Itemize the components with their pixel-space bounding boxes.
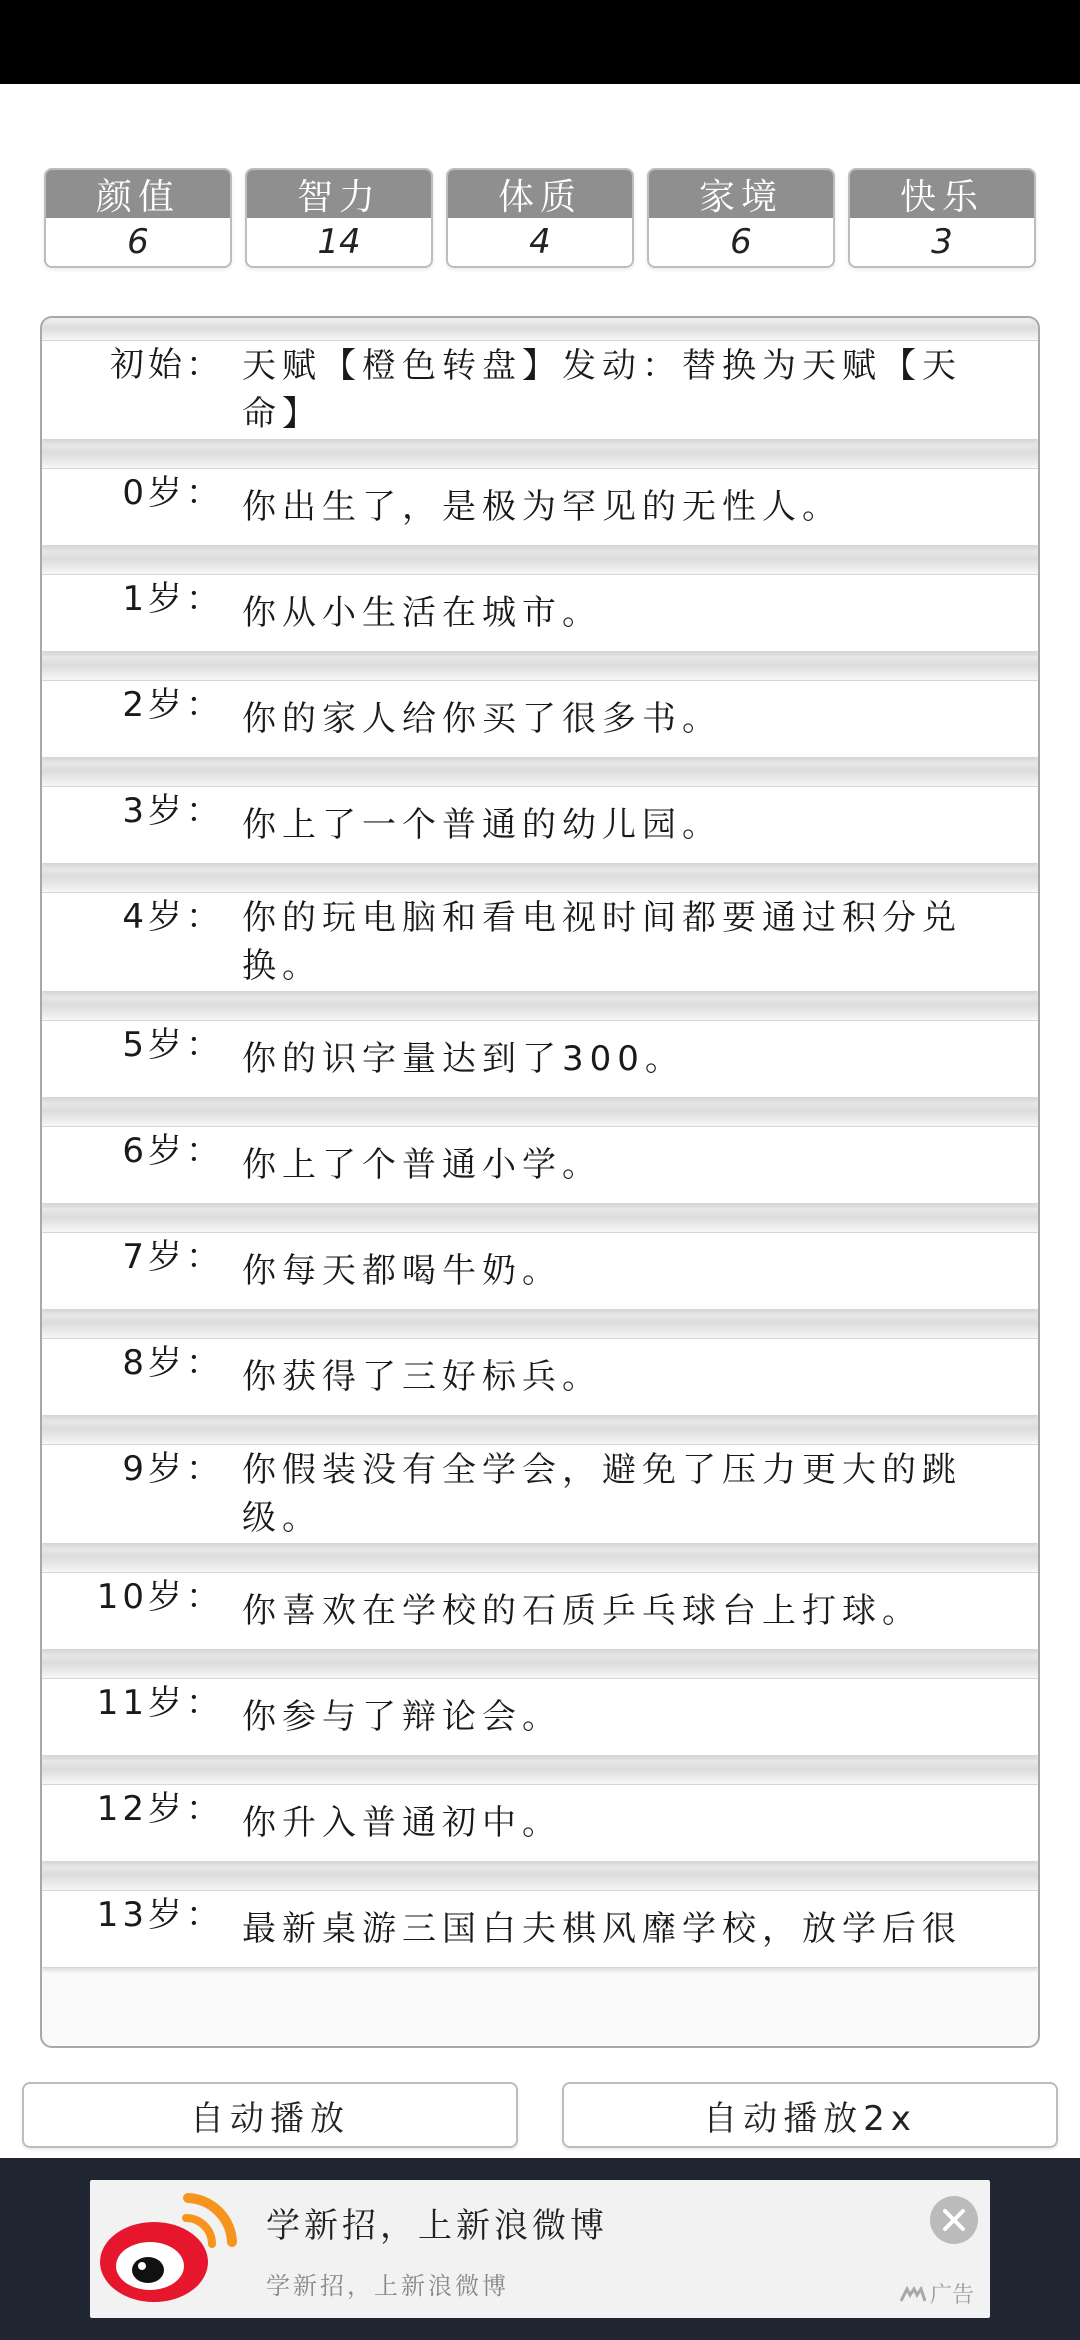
event-age: 4岁： (122, 897, 224, 937)
stat-physique (446, 168, 634, 268)
event-row (42, 1784, 1038, 1862)
stat-label: 智力 (247, 170, 431, 218)
event-text: 你上了个普通小学。 (242, 1145, 602, 1185)
event-age: 9岁： (122, 1449, 224, 1489)
auto-play-button[interactable]: 自动播放 (22, 2082, 518, 2148)
stat-label: 快乐 (850, 170, 1034, 218)
event-text: 你的家人给你买了很多书。 (242, 699, 722, 739)
stat-intelligence (245, 168, 433, 268)
event-row (42, 574, 1038, 652)
ad-subtitle: 学新招，上新浪微博 (266, 2272, 509, 2300)
event-age: 7岁： (122, 1237, 224, 1277)
close-icon[interactable] (930, 2196, 978, 2244)
ad-badge-text: 广告 (930, 2283, 975, 2308)
event-age: 11岁： (96, 1683, 224, 1723)
ad-label (900, 2278, 974, 2309)
event-text: 天赋【橙色转盘】发动：替换为天赋【天命】 (242, 346, 962, 434)
event-row (42, 340, 1038, 440)
event-text: 你每天都喝牛奶。 (242, 1251, 562, 1291)
stat-label: 家境 (649, 170, 833, 218)
event-row (42, 1020, 1038, 1098)
stat-value: 4 (529, 222, 551, 262)
event-text: 你获得了三好标兵。 (242, 1357, 602, 1397)
weibo-logo-icon (90, 2182, 240, 2316)
event-text: 你假装没有全学会，避免了压力更大的跳级。 (242, 1450, 962, 1538)
event-age: 3岁： (122, 791, 224, 831)
event-row (42, 892, 1038, 992)
stat-value: 6 (127, 222, 149, 262)
event-row (42, 1572, 1038, 1650)
stat-value: 3 (931, 222, 953, 262)
event-age: 10岁： (96, 1577, 224, 1617)
stat-value: 6 (730, 222, 752, 262)
event-row (42, 680, 1038, 758)
stat-family (647, 168, 835, 268)
event-row (42, 786, 1038, 864)
event-row (42, 1678, 1038, 1756)
stat-happiness (848, 168, 1036, 268)
stat-label: 颜值 (46, 170, 230, 218)
event-age: 0岁： (122, 473, 224, 513)
event-age: 1岁： (122, 579, 224, 619)
status-bar (0, 0, 1080, 84)
event-row (42, 1338, 1038, 1416)
life-events-list (42, 318, 1038, 1968)
event-age: 5岁： (122, 1025, 224, 1065)
ad-title[interactable]: 学新招，上新浪微博 (266, 2206, 608, 2246)
event-row (42, 1232, 1038, 1310)
event-text: 你出生了，是极为罕见的无性人。 (242, 487, 842, 527)
event-age: 初始： (110, 345, 224, 385)
event-text: 你升入普通初中。 (242, 1803, 562, 1843)
event-row (42, 1444, 1038, 1544)
stat-value: 14 (317, 222, 361, 262)
event-age: 6岁： (122, 1131, 224, 1171)
ad-mark-icon (900, 2286, 926, 2302)
event-text: 你的识字量达到了300。 (242, 1039, 685, 1079)
event-text: 你喜欢在学校的石质乒乓球台上打球。 (242, 1591, 922, 1631)
event-age: 2岁： (122, 685, 224, 725)
event-text: 你参与了辩论会。 (242, 1697, 562, 1737)
event-row (42, 1890, 1038, 1968)
life-events-panel[interactable] (40, 316, 1040, 2048)
auto-play-2x-button[interactable]: 自动播放2x (562, 2082, 1058, 2148)
event-text: 你上了一个普通的幼儿园。 (242, 805, 722, 845)
event-text: 你从小生活在城市。 (242, 593, 602, 633)
event-age: 8岁： (122, 1343, 224, 1383)
event-row (42, 468, 1038, 546)
event-row (42, 1126, 1038, 1204)
event-text: 你的玩电脑和看电视时间都要通过积分兑换。 (242, 898, 962, 986)
stat-charm (44, 168, 232, 268)
event-age: 12岁： (96, 1789, 224, 1829)
event-text: 最新桌游三国白夫棋风靡学校，放学后很 (242, 1909, 962, 1949)
event-age: 13岁： (96, 1895, 224, 1935)
stat-label: 体质 (448, 170, 632, 218)
attribute-stats (44, 168, 1036, 270)
